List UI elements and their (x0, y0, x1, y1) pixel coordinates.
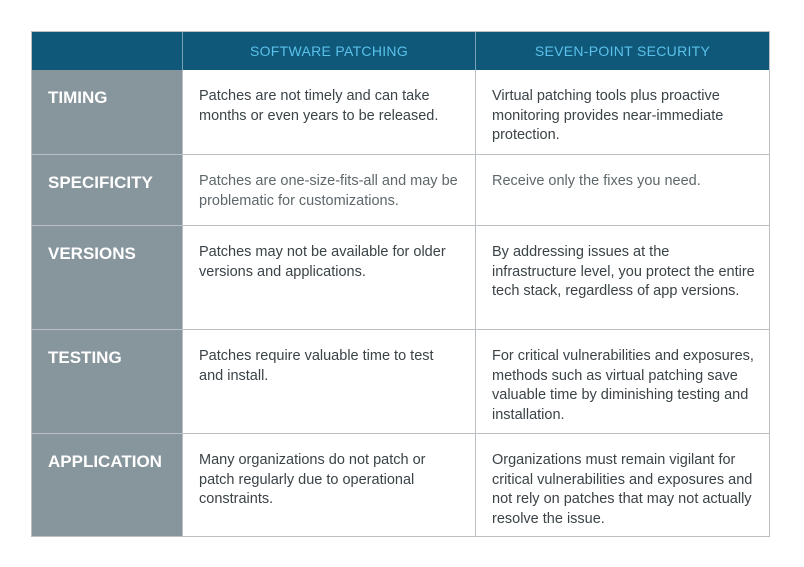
timing-seven-point-cell: Virtual patching tools plus proactive monitoring provides near-immediate protection. (476, 70, 769, 155)
timing-software-cell: Patches are not timely and can take months or even years to be released. (183, 70, 476, 155)
row-label-specificity: SPECIFICITY (32, 155, 183, 226)
testing-seven-point-cell: For critical vulnerabilities and exposures, methods such as virtual patching save valuable time by diminishing testing and installation. (476, 330, 769, 434)
header-corner-cell (32, 32, 183, 70)
versions-seven-point-cell: By addressing issues at the infrastructure level, you protect the entire tech stack, regardless of app versions. (476, 226, 769, 330)
testing-software-cell: Patches require valuable time to test and install. (183, 330, 476, 434)
row-label-timing: TIMING (32, 70, 183, 155)
application-seven-point-cell: Organizations must remain vigilant for critical vulnerabilities and exposures and not rely on patches that may not actually resolve the issue. (492, 452, 753, 527)
header-software-patching: SOFTWARE PATCHING (183, 32, 476, 70)
row-label-testing: TESTING (32, 330, 183, 434)
comparison-table (31, 31, 770, 537)
specificity-seven-point-cell: Receive only the fixes you need. (476, 155, 769, 226)
specificity-software-cell: Patches are one-size-fits-all and may be problematic for customizations. (183, 155, 476, 226)
header-seven-point-security: SEVEN-POINT SECURITY (476, 32, 769, 70)
application-software-cell: Many organizations do not patch or patch regularly due to operational constraints. (183, 434, 476, 536)
row-label-versions: VERSIONS (32, 226, 183, 330)
row-label-application: APPLICATION (32, 434, 183, 536)
versions-software-cell: Patches may not be available for older versions and applications. (183, 226, 476, 330)
